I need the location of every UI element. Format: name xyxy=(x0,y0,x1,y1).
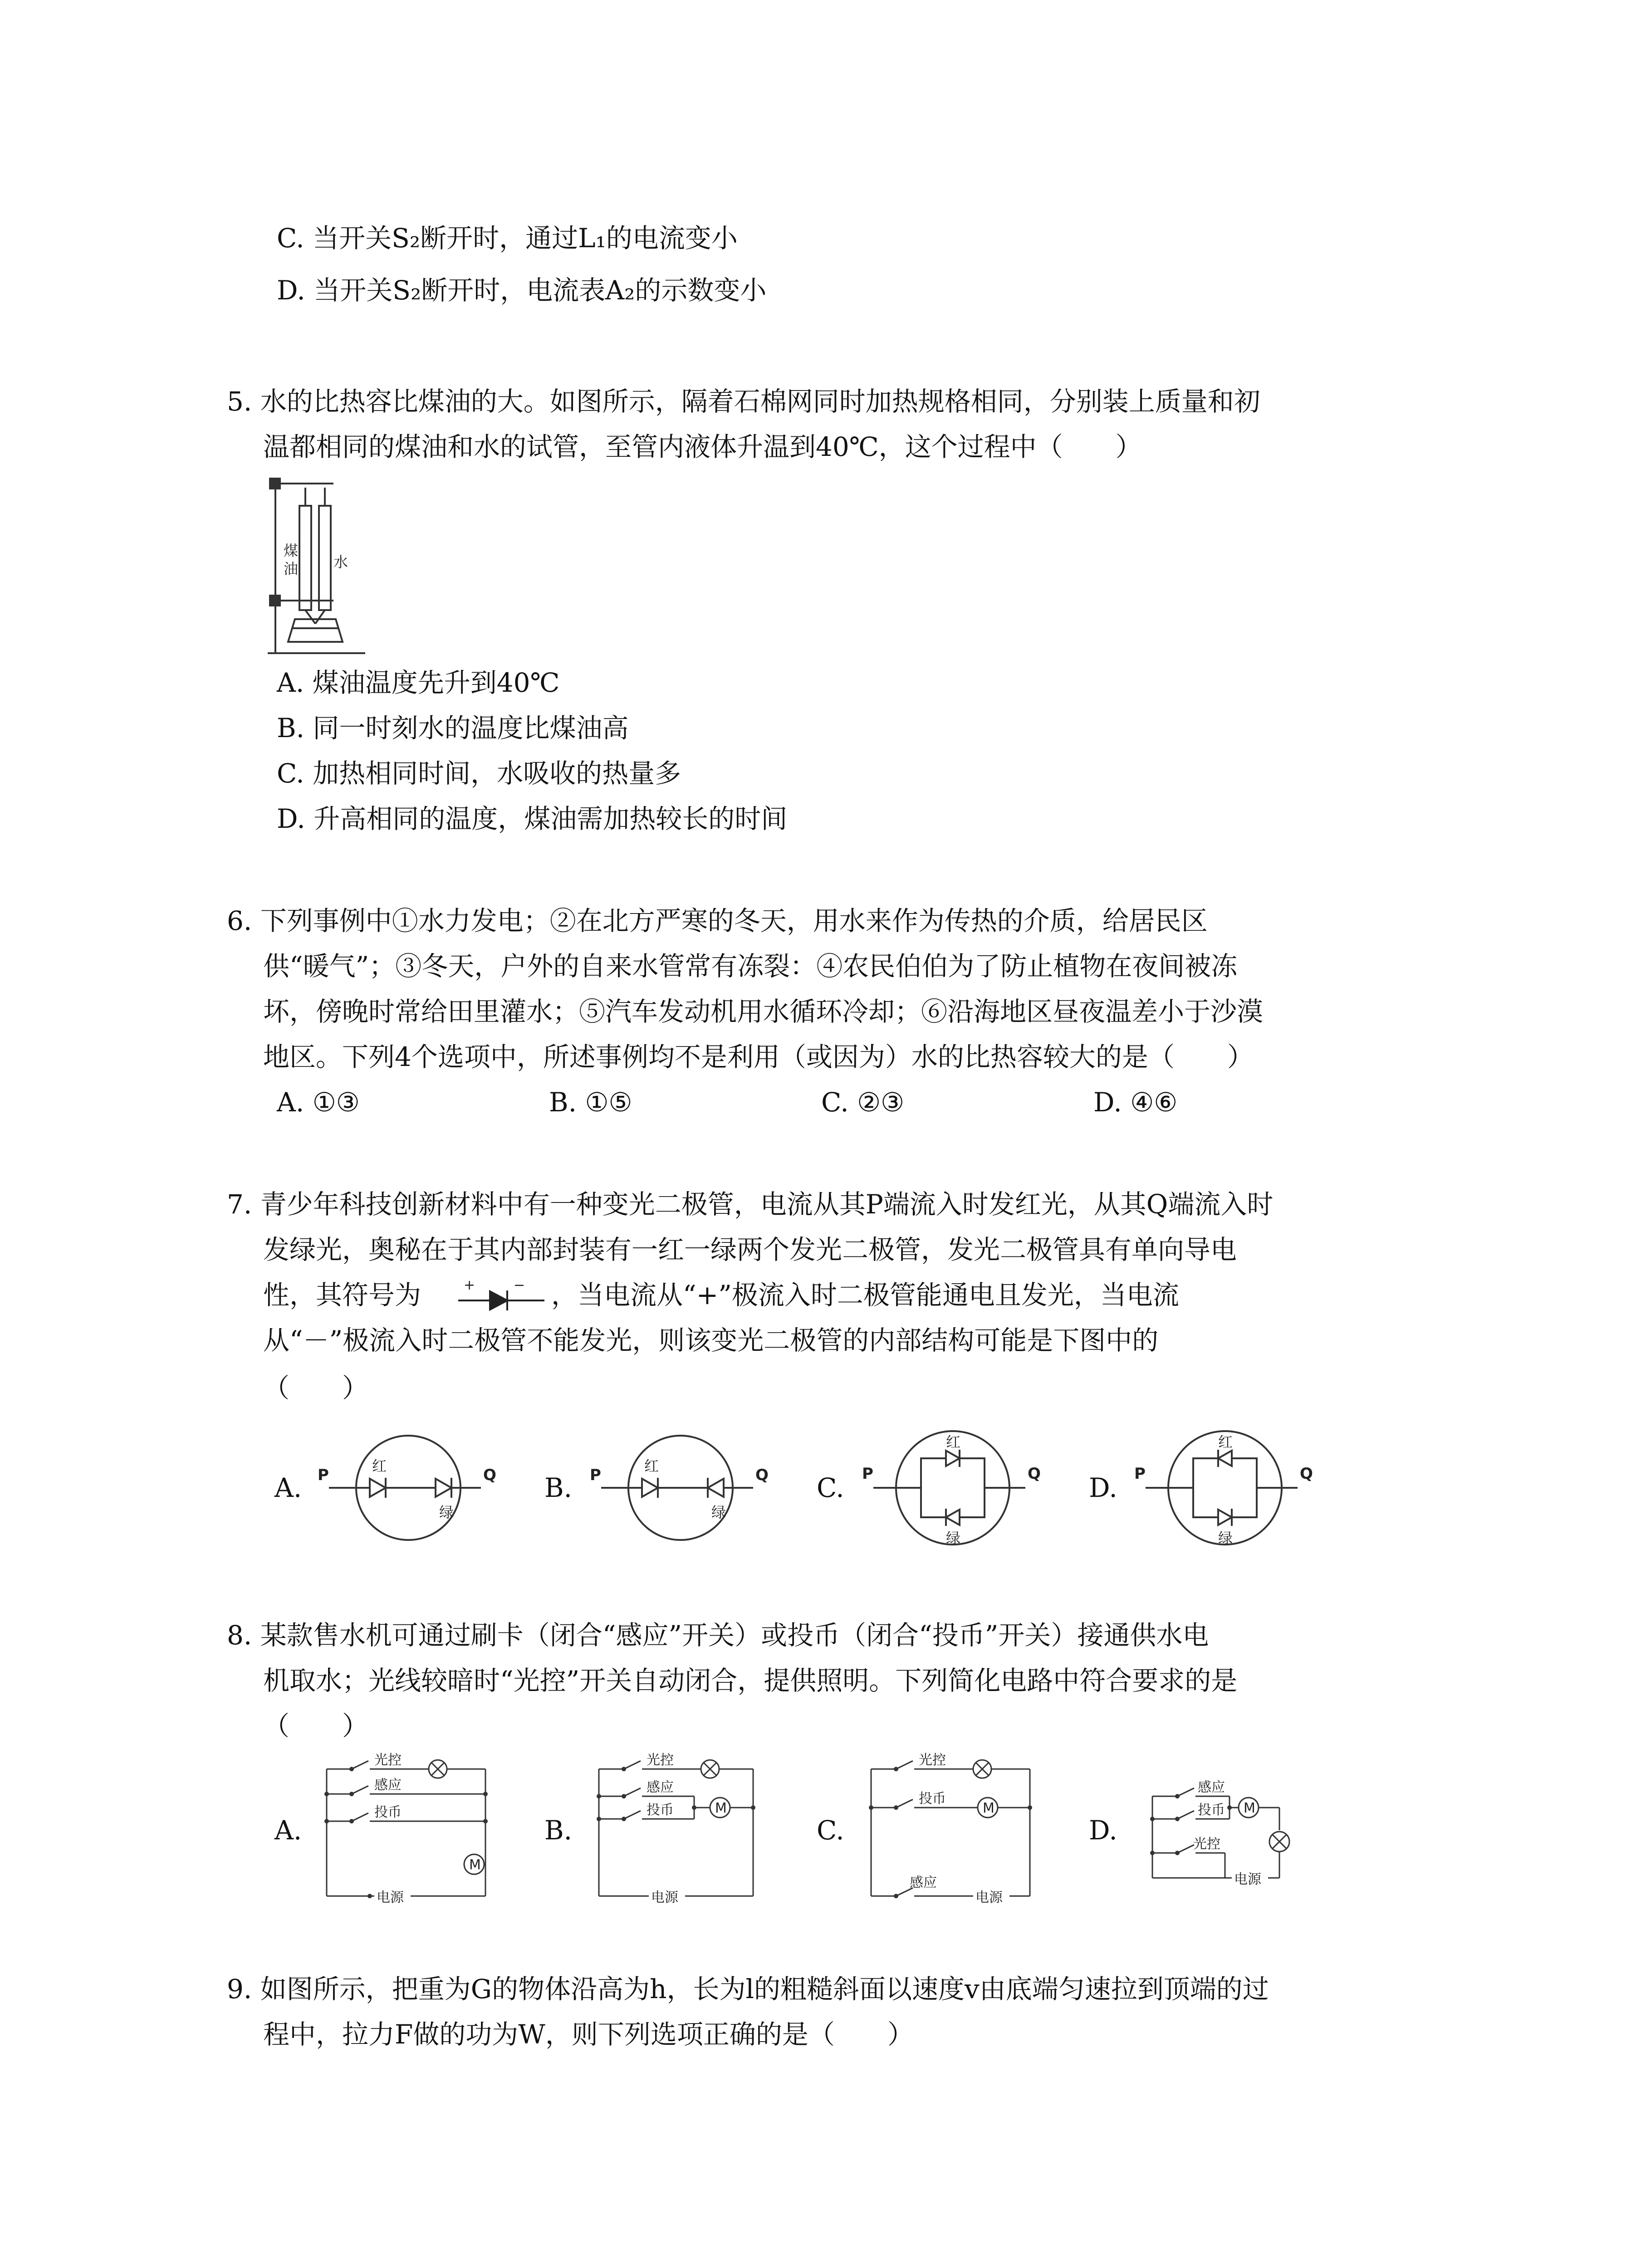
terminal-p-label: P xyxy=(318,1466,329,1484)
diode-minus-label: − xyxy=(514,1277,525,1293)
terminal-q-label: Q xyxy=(1028,1465,1041,1483)
q7-option-a-diagram xyxy=(318,1431,499,1545)
power-label: 电源 xyxy=(1234,1872,1261,1887)
sense-switch-label: 感应 xyxy=(1198,1779,1225,1795)
terminal-q-label: Q xyxy=(483,1466,496,1484)
q9-stem-line2: 程中，拉力F做的功为W，则下列选项正确的是（ ） xyxy=(263,2019,914,2050)
power-label: 电源 xyxy=(975,1890,1003,1906)
terminal-p-label: P xyxy=(862,1465,873,1483)
q7-option-b-diagram xyxy=(590,1431,771,1545)
red-diode-label: 红 xyxy=(644,1457,659,1475)
green-diode-label: 绿 xyxy=(439,1504,454,1521)
q5-kerosene-label-2: 油 xyxy=(284,560,299,577)
red-diode-label: 红 xyxy=(946,1433,961,1451)
q7-option-d-letter: D. xyxy=(1089,1472,1117,1503)
q6-stem-line1: 6. 下列事例中①水力发电；②在北方严寒的冬天，用水来作为传热的介质，给居民区 xyxy=(227,905,1208,936)
q8-option-a-letter: A. xyxy=(274,1815,302,1846)
sense-switch-label: 感应 xyxy=(374,1777,402,1793)
q6-stem-line3: 坏，傍晚时常给田里灌水；⑤汽车发动机用水循环冷却；⑥沿海地区昼夜温差小于沙漠 xyxy=(263,996,1264,1027)
q7-option-c-letter: C. xyxy=(817,1472,844,1503)
q7-stem-line3a: 性，其符号为 xyxy=(263,1280,421,1310)
green-diode-label: 绿 xyxy=(946,1530,961,1547)
red-diode-label: 红 xyxy=(1218,1433,1233,1451)
terminal-p-label: P xyxy=(1134,1465,1146,1483)
light-switch-label: 光控 xyxy=(1193,1836,1220,1852)
q8-option-c-letter: C. xyxy=(817,1815,844,1846)
q5-option-c: C. 加热相同时间，水吸收的热量多 xyxy=(277,758,681,789)
q7-option-c-diagram xyxy=(862,1424,1043,1551)
motor-label: M xyxy=(469,1857,481,1873)
q5-option-d: D. 升高相同的温度，煤油需加热较长的时间 xyxy=(277,803,788,834)
power-label: 电源 xyxy=(651,1890,678,1906)
q5-kerosene-label-1: 煤 xyxy=(284,542,299,559)
terminal-q-label: Q xyxy=(755,1466,769,1484)
coin-switch-label: 投币 xyxy=(374,1804,402,1820)
light-switch-label: 光控 xyxy=(374,1752,402,1768)
q7-stem-line3b: ，当电流从“+”极流入时二极管能通电且发光，当电流 xyxy=(551,1280,1179,1310)
q5-stem-line1: 5. 水的比热容比煤油的大。如图所示，隔着石棉网同时加热规格相同，分别装上质量和初 xyxy=(227,386,1260,417)
q6-options xyxy=(277,1084,1366,1120)
red-diode-label: 红 xyxy=(372,1457,387,1475)
q6-option-c: C. ②③ xyxy=(821,1087,905,1118)
green-diode-label: 绿 xyxy=(1218,1530,1233,1547)
q7-stem-line5: （ ） xyxy=(263,1373,369,1403)
q5-water-label: 水 xyxy=(333,553,348,571)
coin-switch-label: 投币 xyxy=(1198,1802,1225,1818)
q5-stem-line2: 温都相同的煤油和水的试管，至管内液体升温到40℃，这个过程中（ ） xyxy=(263,431,1142,462)
q6-option-d: D. ④⑥ xyxy=(1093,1087,1178,1118)
q9-stem-line1: 9. 如图所示，把重为G的物体沿高为h，长为l的粗糙斜面以速度v由底端匀速拉到顶端的过 xyxy=(227,1974,1269,2004)
green-diode-label: 绿 xyxy=(711,1504,726,1521)
q8-option-a-circuit xyxy=(318,1751,499,1910)
q6-option-a: A. ①③ xyxy=(277,1087,360,1118)
motor-label: M xyxy=(983,1800,994,1816)
q8-option-d-circuit xyxy=(1134,1751,1316,1910)
q6-stem-line2: 供“暖气”；③冬天，户外的自来水管常有冻裂：④农民伯伯为了防止植物在夜间被冻 xyxy=(263,951,1238,982)
sense-switch-label: 感应 xyxy=(647,1779,674,1795)
light-switch-label: 光控 xyxy=(647,1752,674,1768)
q7-option-b-letter: B. xyxy=(544,1472,573,1503)
terminal-p-label: P xyxy=(590,1466,601,1484)
q8-stem-line3: （ ） xyxy=(263,1711,369,1741)
q5-option-b: B. 同一时刻水的温度比煤油高 xyxy=(277,713,629,743)
q5-heating-apparatus-figure xyxy=(265,474,370,660)
motor-label: M xyxy=(715,1800,727,1816)
q4-option-d: D. 当开关S₂断开时，电流表A₂的示数变小 xyxy=(277,275,767,306)
q8-option-c-circuit xyxy=(862,1751,1043,1910)
q4-option-c: C. 当开关S₂断开时，通过L₁的电流变小 xyxy=(277,223,738,254)
q7-stem-line1: 7. 青少年科技创新材料中有一种变光二极管，电流从其P端流入时发红光，从其Q端流入时 xyxy=(227,1189,1274,1220)
diode-plus-label: + xyxy=(464,1277,475,1293)
sense-switch-label: 感应 xyxy=(910,1875,937,1891)
light-switch-label: 光控 xyxy=(919,1752,946,1768)
q8-stem-line1: 8. 某款售水机可通过刷卡（闭合“感应”开关）或投币（闭合“投币”开关）接通供水电 xyxy=(227,1620,1209,1651)
coin-switch-label: 投币 xyxy=(647,1802,674,1818)
q7-stem-line4: 从“－”极流入时二极管不能发光，则该变光二极管的内部结构可能是下图中的 xyxy=(263,1325,1159,1356)
q7-option-d-diagram xyxy=(1134,1424,1316,1551)
q8-option-b-circuit xyxy=(590,1751,771,1910)
diode-symbol xyxy=(454,1277,554,1313)
q8-stem-line2: 机取水；光线较暗时“光控”开关自动闭合，提供照明。下列简化电路中符合要求的是 xyxy=(263,1665,1238,1696)
q6-option-b: B. ①⑤ xyxy=(549,1087,632,1118)
coin-switch-label: 投币 xyxy=(919,1791,946,1807)
q6-stem-line4: 地区。下列4个选项中，所述事例均不是利用（或因为）水的比热容较大的是（ ） xyxy=(263,1041,1254,1072)
q8-option-d-letter: D. xyxy=(1089,1815,1117,1846)
q7-stem-line2: 发绿光，奥秘在于其内部封装有一红一绿两个发光二极管，发光二极管具有单向导电 xyxy=(263,1234,1237,1265)
q5-option-a: A. 煤油温度先升到40℃ xyxy=(277,667,560,698)
power-label: 电源 xyxy=(377,1890,404,1906)
motor-label: M xyxy=(1244,1800,1255,1816)
q7-option-a-letter: A. xyxy=(274,1472,302,1503)
terminal-q-label: Q xyxy=(1300,1465,1313,1483)
q8-option-b-letter: B. xyxy=(544,1815,573,1846)
